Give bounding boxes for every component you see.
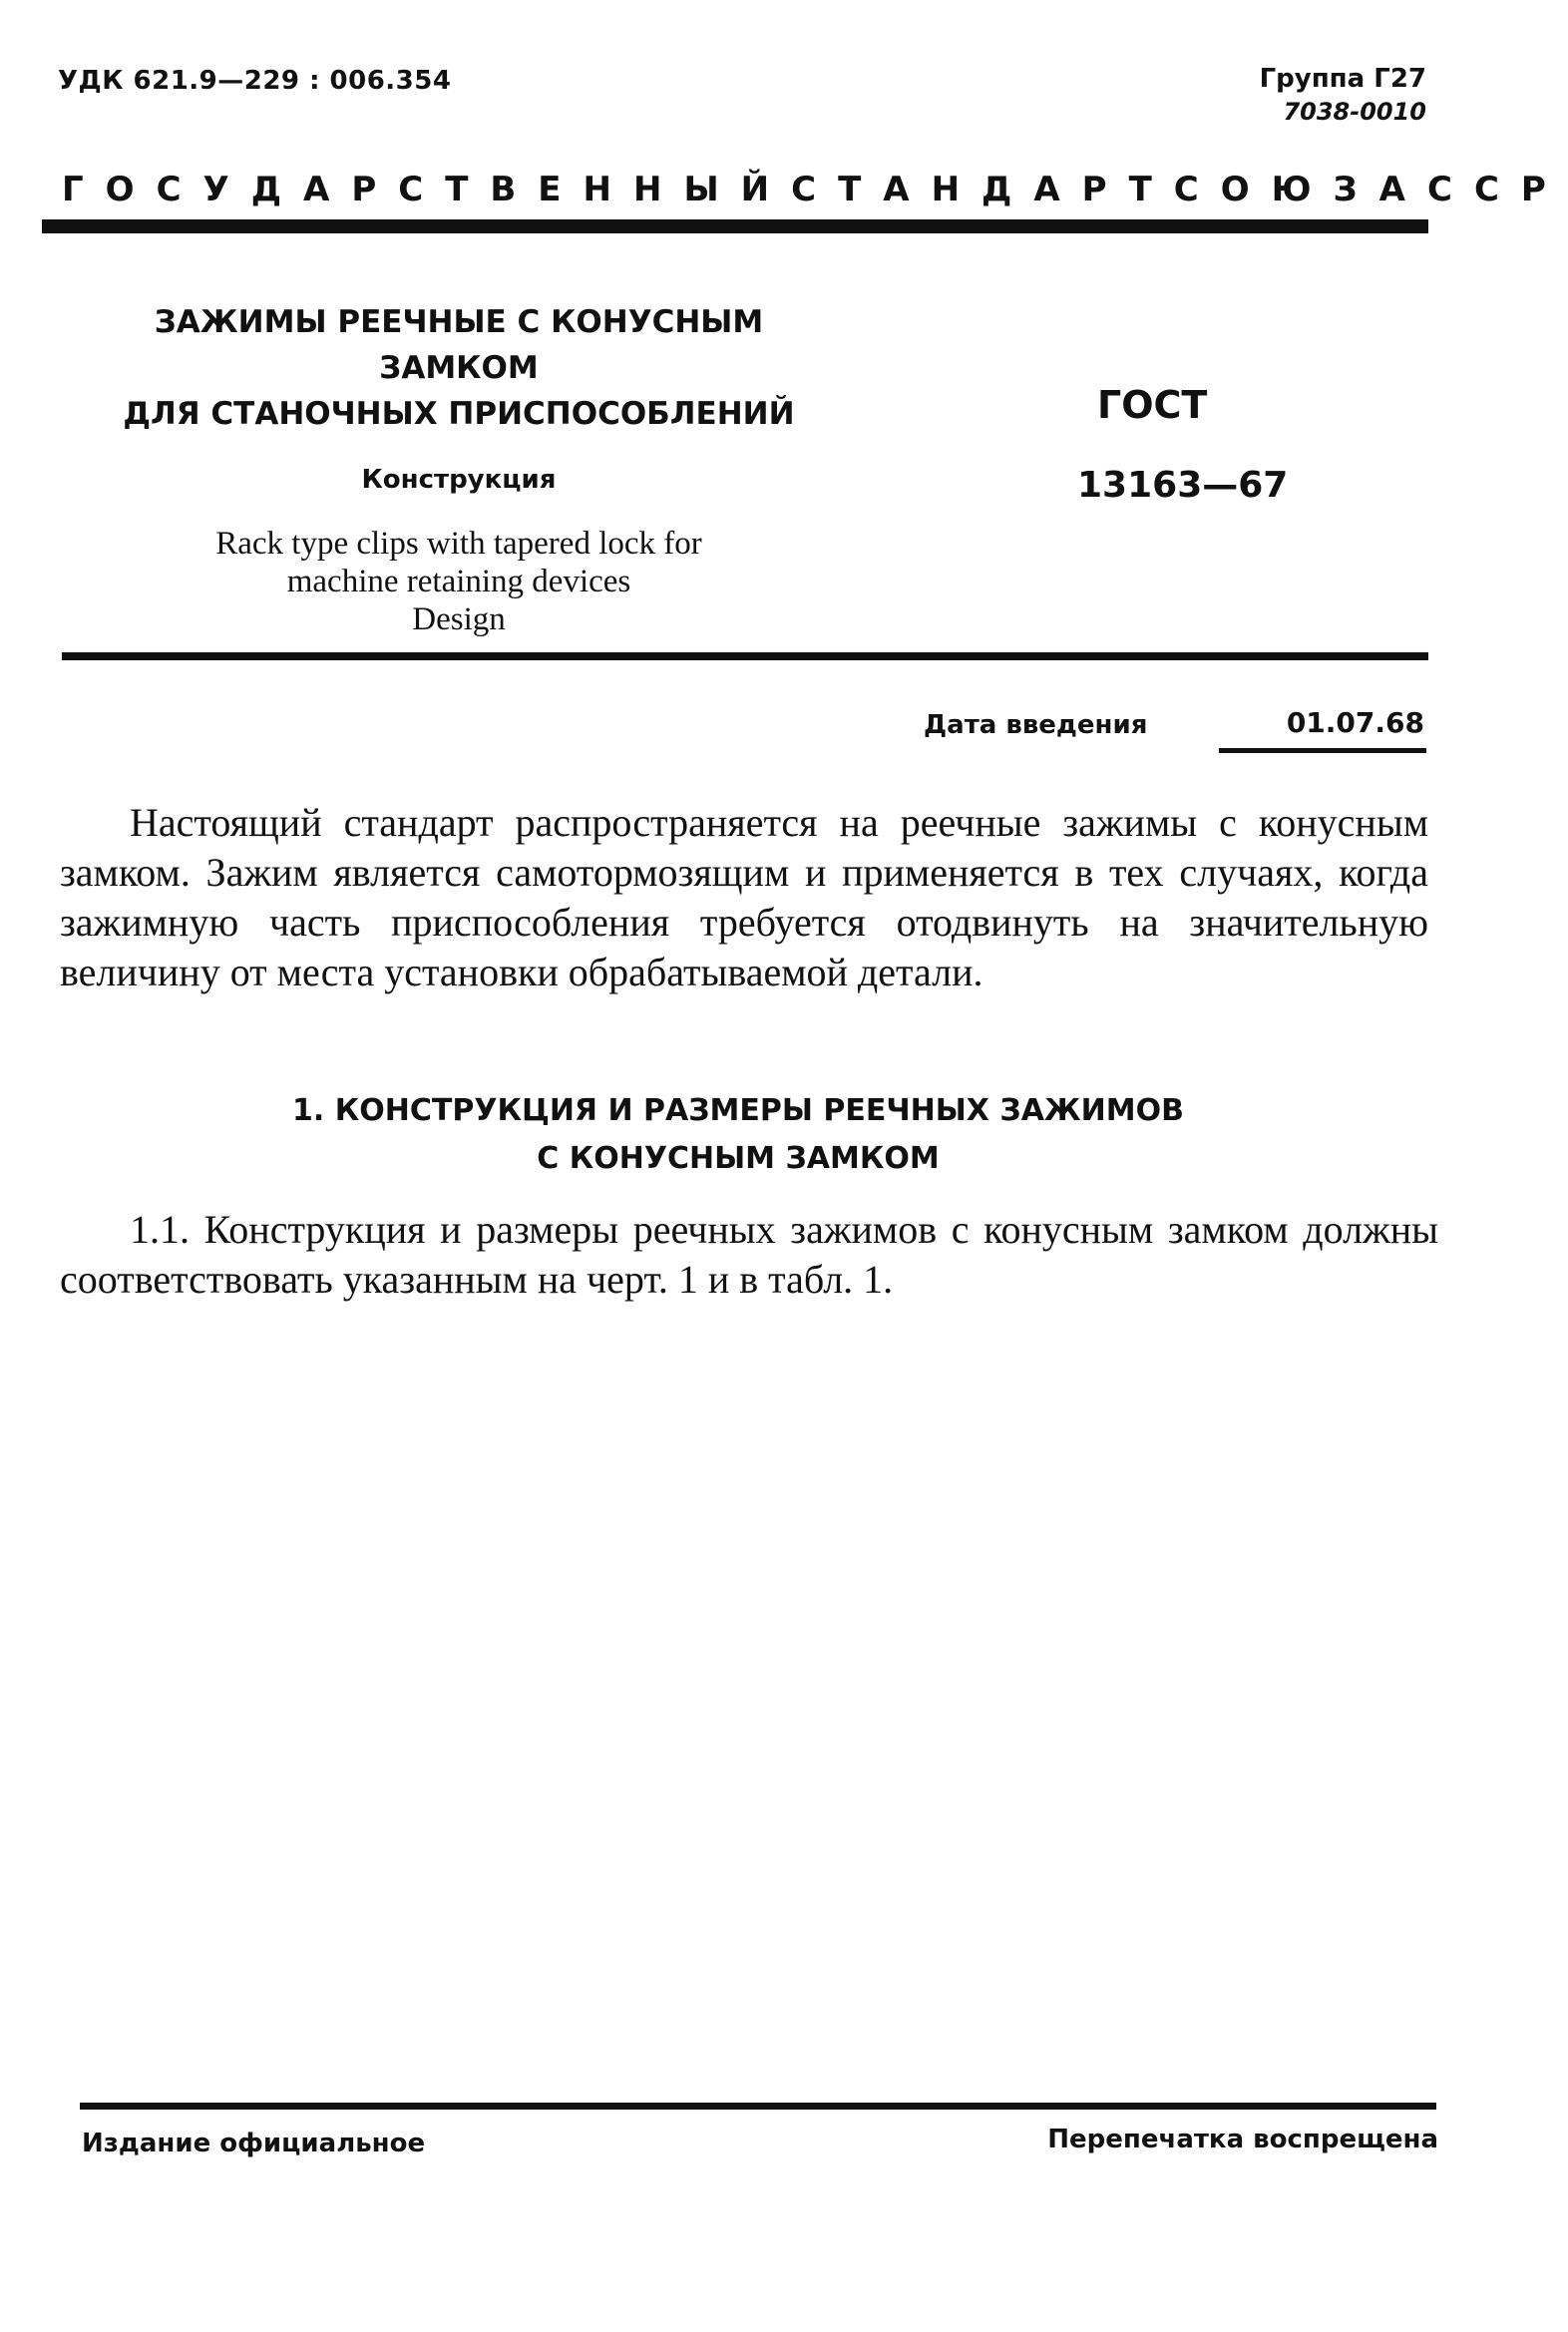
- title-block: [110, 299, 808, 638]
- section-title-line-2: С КОНУСНЫМ ЗАМКОМ: [537, 1141, 940, 1176]
- section-title: [140, 1087, 1337, 1183]
- title-line-2: ДЛЯ СТАНОЧНЫХ ПРИСПОСОБЛЕНИЙ: [123, 396, 795, 432]
- title-english-line-2: machine retaining devices: [286, 564, 631, 599]
- title-english-line-1: Rack type clips with tapered lock for: [215, 526, 702, 562]
- paragraph-1-1: [60, 1205, 1438, 1305]
- intro-date-value: 01.07.68: [1286, 706, 1424, 739]
- state-standard-word: ССР: [1427, 170, 1568, 209]
- gost-number: 13163—67: [1077, 465, 1289, 506]
- title-line-1: ЗАЖИМЫ РЕЕЧНЫЕ С КОНУСНЫМ ЗАМКОМ: [154, 304, 764, 386]
- paragraph-1-1-text: 1.1. Конструкция и размеры реечных зажимов с конусным замком должны соответствовать указанным на черт. 1 и в табл. 1.: [60, 1207, 1438, 1302]
- group-label: Группа Г27: [1259, 64, 1426, 94]
- title-rule: [62, 652, 1428, 660]
- state-standard-word: СОЮЗА: [1173, 170, 1427, 209]
- gost-label: ГОСТ: [1097, 383, 1208, 427]
- intro-date-underline: [1219, 748, 1426, 753]
- footer-rule: [80, 2103, 1436, 2110]
- footer-official-edition: Издание официальное: [82, 2129, 426, 2158]
- state-standard-word: СТАНДАРТ: [791, 170, 1174, 209]
- udk-code: УДК 621.9—229 : 006.354: [58, 66, 452, 96]
- intro-paragraph-text: Настоящий стандарт распространяется на реечные зажимы с конусным замком. Зажим является самотормозящим и применяется в тех случаях, когда зажимную часть приспособления требуется отодвинуть на значительную величину от места установки обрабатываемой детали.: [60, 800, 1428, 994]
- footer-reprint-prohibited: Перепечатка воспрещена: [1047, 2125, 1438, 2154]
- title-construction: Конструкция: [361, 465, 557, 495]
- state-standard-heading: [62, 170, 1568, 209]
- intro-paragraph: [60, 798, 1428, 997]
- intro-date-label: Дата введения: [924, 710, 1148, 740]
- title-english-line-3: Design: [412, 601, 506, 637]
- header-rule: [42, 219, 1428, 233]
- title-english: [110, 525, 808, 638]
- section-title-line-1: 1. КОНСТРУКЦИЯ И РАЗМЕРЫ РЕЕЧНЫХ ЗАЖИМОВ: [292, 1093, 1184, 1128]
- state-standard-word: ГОСУДАРСТВЕННЫЙ: [62, 170, 792, 209]
- group-code: 7038-0010: [1283, 98, 1426, 126]
